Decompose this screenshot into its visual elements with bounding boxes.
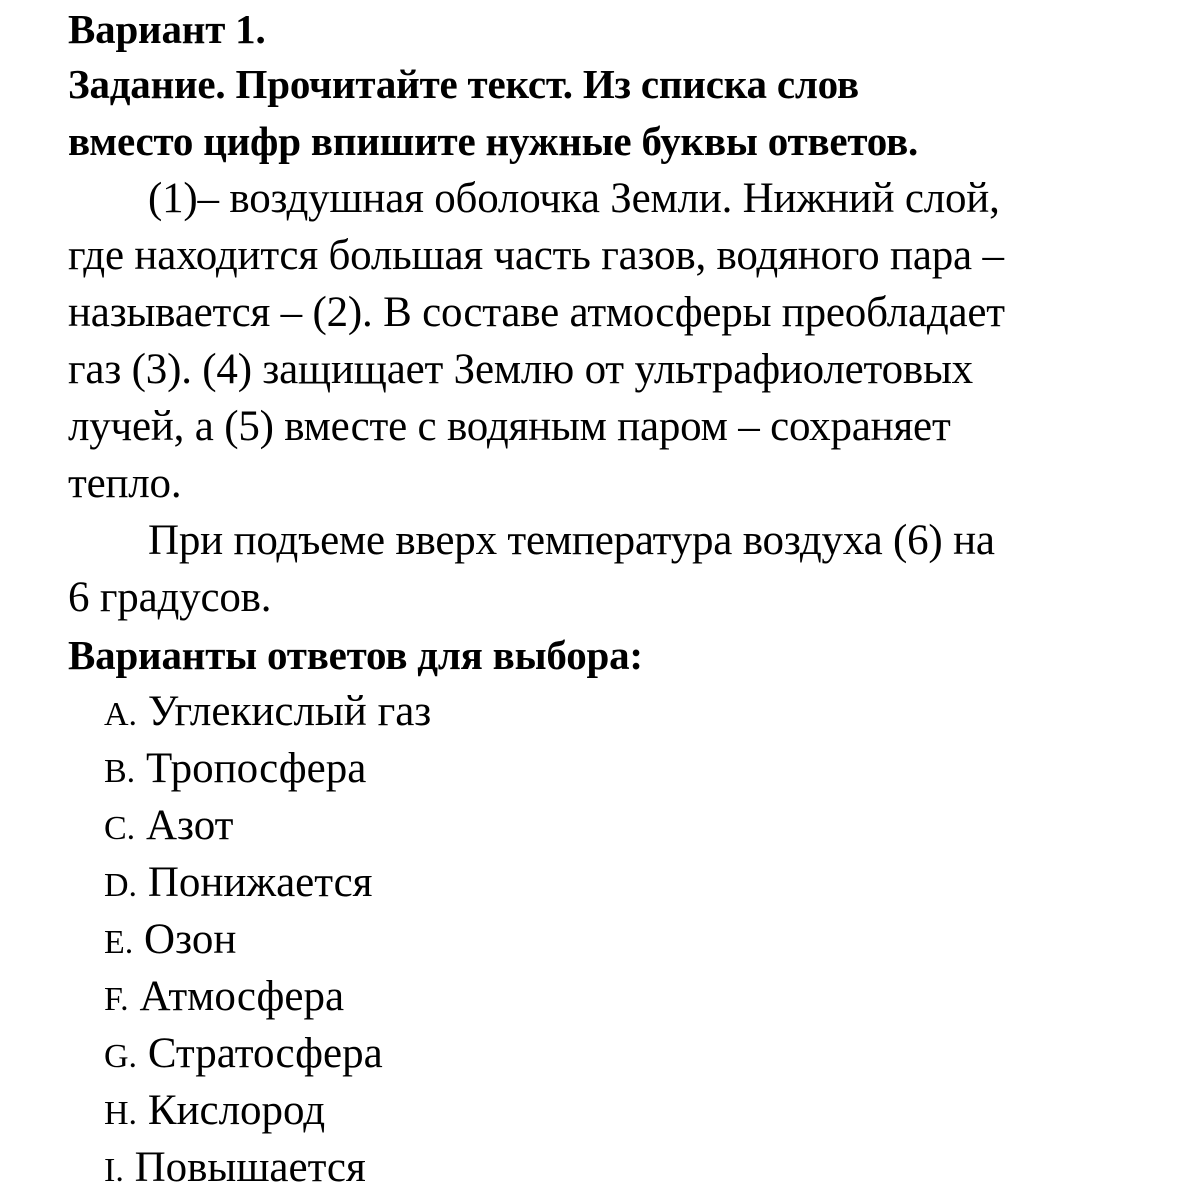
option-letter: B. bbox=[104, 753, 136, 790]
option-letter: F. bbox=[104, 981, 129, 1018]
option-letter: E. bbox=[104, 924, 134, 961]
task-line-1: Задание. Прочитайте текст. Из списка слов bbox=[68, 61, 859, 107]
paragraph1-line-6: тепло. bbox=[68, 460, 182, 507]
option-letter: I. bbox=[104, 1152, 124, 1189]
option-item bbox=[104, 797, 233, 858]
paragraph2-line-2: 6 градусов. bbox=[68, 574, 272, 621]
task-line-2: вместо цифр впишите нужные буквы ответов. bbox=[68, 118, 919, 164]
variant-title: Вариант 1. bbox=[68, 6, 266, 52]
option-text: Углекислый газ bbox=[147, 688, 432, 735]
option-text: Азот bbox=[145, 802, 234, 849]
option-text: Тропосфера bbox=[145, 745, 367, 792]
option-text: Понижается bbox=[147, 859, 373, 906]
option-text: Кислород bbox=[147, 1087, 326, 1134]
option-text: Атмосфера bbox=[139, 973, 345, 1020]
option-letter: C. bbox=[104, 810, 136, 847]
option-letter: D. bbox=[104, 867, 138, 904]
option-text: Повышается bbox=[134, 1144, 366, 1191]
option-item bbox=[104, 1139, 366, 1200]
option-text: Озон bbox=[144, 916, 237, 963]
option-item bbox=[104, 683, 431, 744]
option-text: Стратосфера bbox=[147, 1030, 383, 1077]
option-item bbox=[104, 1025, 383, 1086]
option-item bbox=[104, 1082, 325, 1143]
option-item bbox=[104, 968, 344, 1029]
options-heading: Варианты ответов для выбора: bbox=[68, 632, 643, 678]
option-item bbox=[104, 740, 366, 801]
paragraph1-line-3: называется – (2). В составе атмосферы преобладает bbox=[68, 289, 1005, 336]
paragraph1-line-5: лучей, а (5) вместе с водяным паром – сохраняет bbox=[68, 403, 951, 450]
paragraph2-line-1: При подъеме вверх температура воздуха (6) на bbox=[148, 517, 995, 564]
option-letter: A. bbox=[104, 696, 138, 733]
option-item bbox=[104, 911, 236, 972]
paragraph1-line-4: газ (3). (4) защищает Землю от ультрафиолетовых bbox=[68, 346, 973, 393]
option-letter: H. bbox=[104, 1095, 138, 1132]
paragraph1-line-2: где находится большая часть газов, водяного пара – bbox=[68, 232, 1004, 279]
option-letter: G. bbox=[104, 1038, 138, 1075]
paragraph1-line-1: (1)– воздушная оболочка Земли. Нижний слой, bbox=[148, 175, 1000, 222]
option-item bbox=[104, 854, 372, 915]
